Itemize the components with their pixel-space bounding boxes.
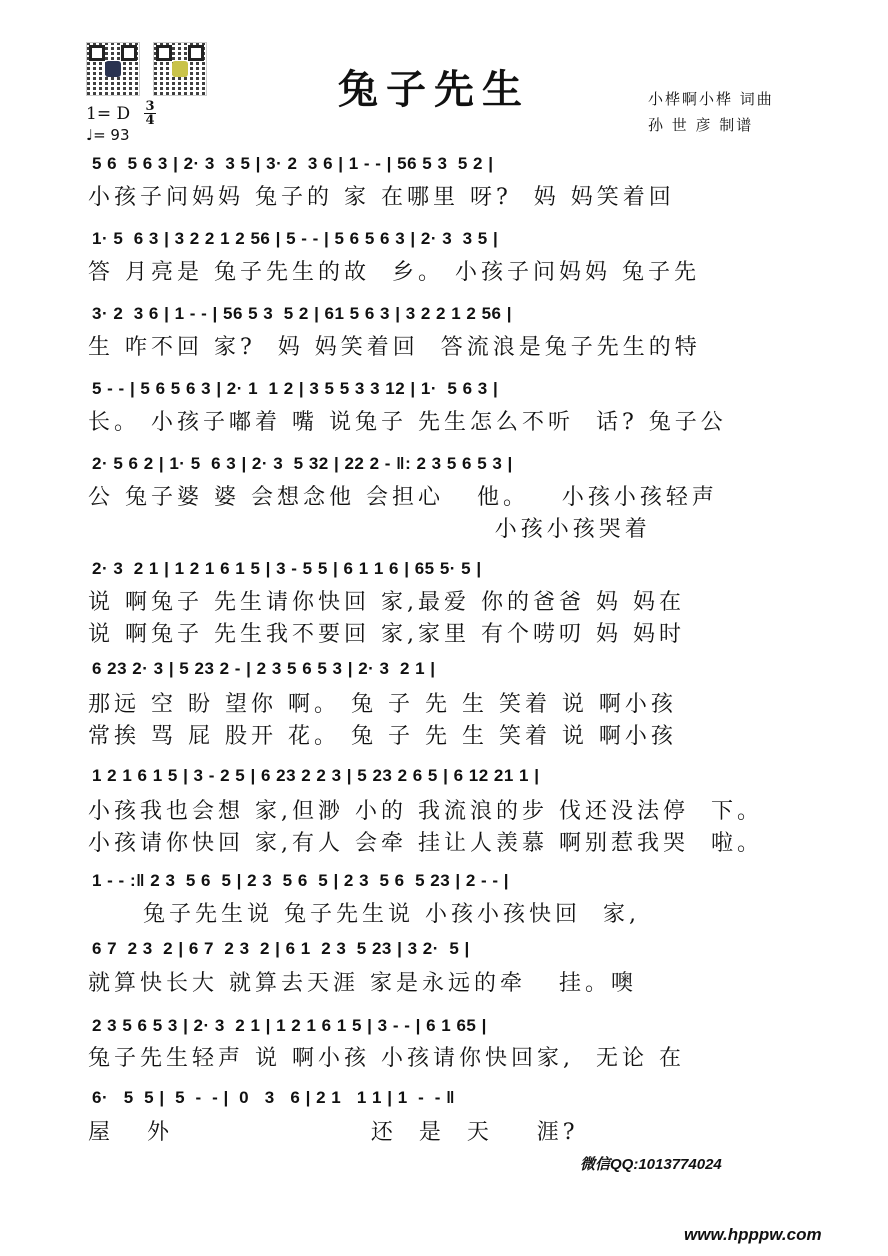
notation-row-5: 2· 5 6 2 | 1· 5 6 3 | 2· 3 5 32 | 22 2 - ‖: 2 3 5 6 5 3 | [92,454,513,473]
lyric-row-7a: 那远 空 盼 望你 啊。 兔 子 先 生 笑着 说 啊小孩 [88,692,677,717]
notation-row-6: 2· 3 2 1 | 1 2 1 6 1 5 | 3 - 5 5 | 6 1 1 6 | 65 5· 5 | [92,559,482,578]
song-title: 兔子先生 [338,66,530,113]
notation-row-3: 3· 2 3 6 | 1 - - | 56 5 3 5 2 | 61 5 6 3 | 3 2 2 1 2 56 | [92,304,512,323]
lyric-row-8a: 小孩我也会想 家,但渺 小的 我流浪的步 伐还没法停 下。 [88,799,763,824]
lyric-row-4: 长。 小孩子嘟着 嘴 说兔子 先生怎么不听 话? 兔子公 [88,410,727,435]
lyric-row-10: 就算快长大 就算去天涯 家是永远的牵 挂。噢 [88,971,637,996]
time-signature: 3 4 [145,99,155,128]
lyric-row-8b: 小孩请你快回 家,有人 会牵 挂让人羡慕 啊别惹我哭 啦。 [88,831,763,856]
transcriber: 孙 世 彦 制谱 [648,116,754,134]
lyricist-composer: 小桦啊小桦 词曲 [648,90,774,108]
website-link[interactable]: www.hpppw.com [684,1225,822,1244]
lyric-row-1: 小孩子问妈妈 兔子的 家 在哪里 呀? 妈 妈笑着回 [88,185,675,210]
qr-code-1 [86,42,140,96]
notation-row-9: 1 - - :‖ 2 3 5 6 5 | 2 3 5 6 5 | 2 3 5 6 5 23 | 2 - - | [92,871,510,890]
key-signature: 1= D [86,104,131,124]
notation-row-7: 6 23 2· 3 | 5 23 2 - | 2 3 5 6 5 3 | 2· 3 2 1 | [92,659,436,678]
notation-row-1: 5 6 5 6 3 | 2· 3 3 5 | 3· 2 3 6 | 1 - - | 56 5 3 5 2 | [92,154,494,173]
lyric-row-7b: 常挨 骂 屁 股开 花。 兔 子 先 生 笑着 说 啊小孩 [88,724,677,749]
lyric-row-11: 兔子先生轻声 说 啊小孩 小孩请你快回家, 无论 在 [88,1046,685,1071]
notation-row-10: 6 7 2 3 2 | 6 7 2 3 2 | 6 1 2 3 5 23 | 3 2· 5 | [92,939,470,958]
lyric-row-6a: 说 啊兔子 先生请你快回 家,最爱 你的爸爸 妈 妈在 [88,590,685,615]
lyric-row-3: 生 咋不回 家? 妈 妈笑着回 答流浪是兔子先生的特 [88,335,701,360]
notation-row-11: 2 3 5 6 5 3 | 2· 3 2 1 | 1 2 1 6 1 5 | 3 - - | 6 1 65 | [92,1016,487,1035]
lyric-row-12: 屋 外 还 是 天 涯? [88,1120,579,1145]
notation-row-8: 1 2 1 6 1 5 | 3 - 2 5 | 6 23 2 2 3 | 5 23 2 6 5 | 6 12 21 1 | [92,766,540,785]
notation-row-2: 1· 5 6 3 | 3 2 2 1 2 56 | 5 - - | 5 6 5 6 3 | 2· 3 3 5 | [92,229,499,248]
qr-code-2 [153,42,207,96]
tempo-marking: ♩= 93 [86,126,130,144]
notation-row-4: 5 - - | 5 6 5 6 3 | 2· 1 1 2 | 3 5 5 3 3 12 | 1· 5 6 3 | [92,379,499,398]
lyric-row-2: 答 月亮是 兔子先生的故 乡。 小孩子问妈妈 兔子先 [88,260,700,285]
lyric-row-9: 兔子先生说 兔子先生说 小孩小孩快回 家, [88,902,640,927]
lyric-row-5a: 公 兔子婆 婆 会想念他 会担心 他。 小孩小孩轻声 [88,485,718,510]
contact-info: 微信QQ:1013774024 [580,1156,722,1173]
notation-row-12: 6· 5 5 | 5 - - | 0 3 6 | 2 1 1 1 | 1 - - ‖ [92,1088,456,1107]
lyric-row-5b: 小孩小孩哭着 [88,517,651,542]
lyric-row-6b: 说 啊兔子 先生我不要回 家,家里 有个唠叨 妈 妈时 [88,622,685,647]
